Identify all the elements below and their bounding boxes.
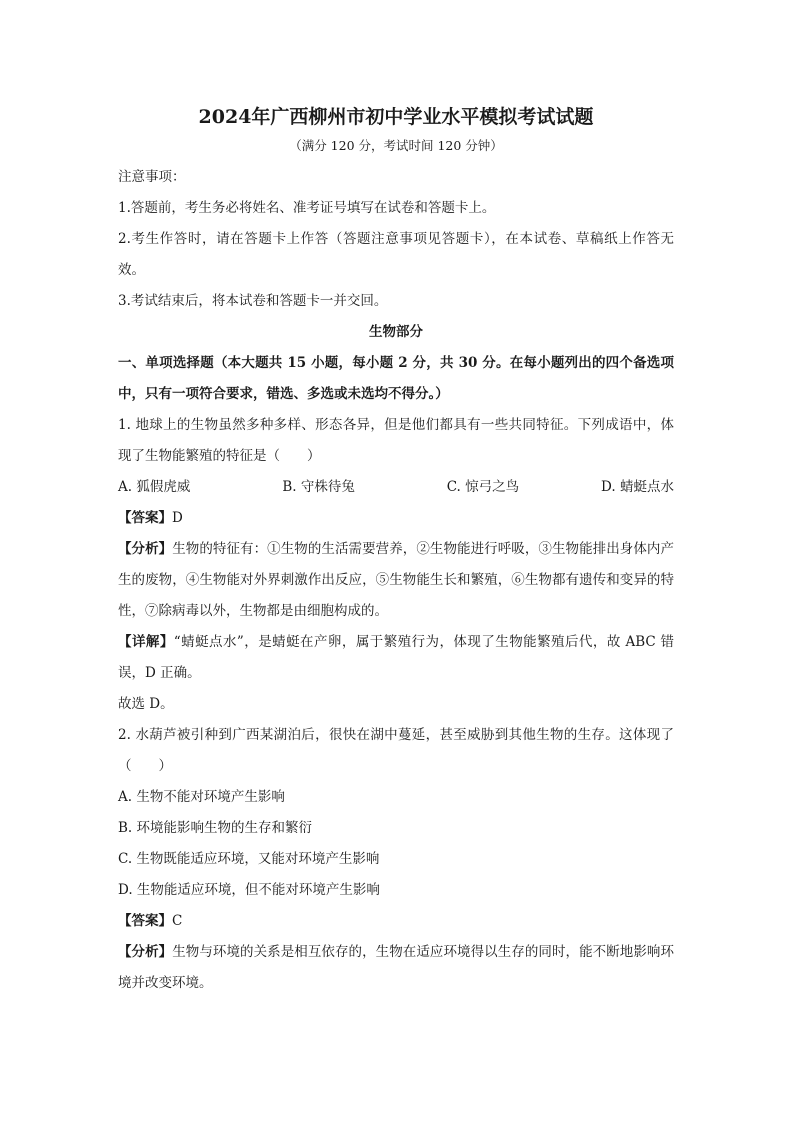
question-1-detail bbox=[118, 627, 674, 689]
question-1-analysis bbox=[118, 534, 674, 627]
question-2-analysis bbox=[118, 937, 674, 999]
page-title: 2024年广西柳州市初中学业水平模拟考试试题 bbox=[198, 106, 594, 128]
question-1-stem: 1. 地球上的生物虽然多种多样、形态各异，但是他们都具有一些共同特征。下列成语中，体现了生物能繁殖的特征是（ ） bbox=[118, 417, 674, 464]
analysis-text: 生物与环境的关系是相互依存的，生物在适应环境得以生存的同时，能不断地影响环境并改变环境。 bbox=[118, 944, 674, 991]
question-1-option-d: D. 蜻蜓点水 bbox=[601, 479, 674, 495]
answer-value: D bbox=[172, 510, 183, 526]
question-2-stem: 2. 水葫芦被引种到广西某湖泊后，很快在湖中蔓延，甚至威胁到其他生物的生存。这体现了（ ） bbox=[118, 727, 674, 774]
part-heading: 一、单项选择题（本大题共 15 小题，每小题 2 分，共 30 分。在每小题列出的四个备选项中，只有一项符合要求，错选、多选或未选均不得分。） bbox=[118, 355, 674, 402]
notice-item-2: 2.考生作答时，请在答题卡上作答（答题注意事项见答题卡），在本试卷、草稿纸上作答无效。 bbox=[118, 231, 674, 278]
detail-text: “蜻蜓点水”，是蜻蜓在产卵，属于繁殖行为，体现了生物能繁殖后代，故 ABC 错误，D 正确。 bbox=[118, 634, 674, 681]
question-2-answer bbox=[118, 906, 674, 937]
question-1-option-c: C. 惊弓之鸟 bbox=[446, 479, 520, 495]
question-1-answer bbox=[118, 503, 674, 534]
exam-subtitle: （满分 120 分，考试时间 120 分钟） bbox=[289, 138, 503, 153]
question-1-choice: 故选 D。 bbox=[118, 696, 174, 712]
question-2-option-b: B. 环境能影响生物的生存和繁衍 bbox=[118, 820, 313, 836]
question-1-option-a: A. 狐假虎威 bbox=[118, 479, 191, 495]
notice-heading: 注意事项： bbox=[118, 169, 186, 185]
question-2-option-d: D. 生物能适应环境，但不能对环境产生影响 bbox=[118, 882, 380, 898]
question-2-option-a: A. 生物不能对环境产生影响 bbox=[118, 789, 285, 805]
question-1-options bbox=[118, 472, 674, 503]
question-1-option-b: B. 守株待兔 bbox=[282, 479, 355, 495]
answer-tag: 【答案】 bbox=[118, 913, 172, 929]
analysis-tag: 【分析】 bbox=[118, 541, 173, 557]
detail-tag: 【详解】 bbox=[118, 634, 174, 650]
notice-item-3: 3.考试结束后，将本试卷和答题卡一并交回。 bbox=[118, 293, 388, 309]
exam-page bbox=[118, 100, 674, 999]
analysis-tag: 【分析】 bbox=[118, 944, 173, 960]
analysis-text: 生物的特征有：①生物的生活需要营养，②生物能进行呼吸，③生物能排出身体内产生的废物，④生物能对外界刺激作出反应，⑤生物能生长和繁殖，⑥生物都有遗传和变异的特性，⑦除病毒以外，生物都是由细胞构成的。 bbox=[118, 541, 674, 619]
notice-item-1: 1.答题前，考生务必将姓名、准考证号填写在试卷和答题卡上。 bbox=[118, 200, 496, 216]
answer-value: C bbox=[172, 913, 183, 929]
question-2-option-c: C. 生物既能适应环境，又能对环境产生影响 bbox=[118, 851, 380, 867]
answer-tag: 【答案】 bbox=[118, 510, 172, 526]
section-title: 生物部分 bbox=[369, 324, 423, 340]
